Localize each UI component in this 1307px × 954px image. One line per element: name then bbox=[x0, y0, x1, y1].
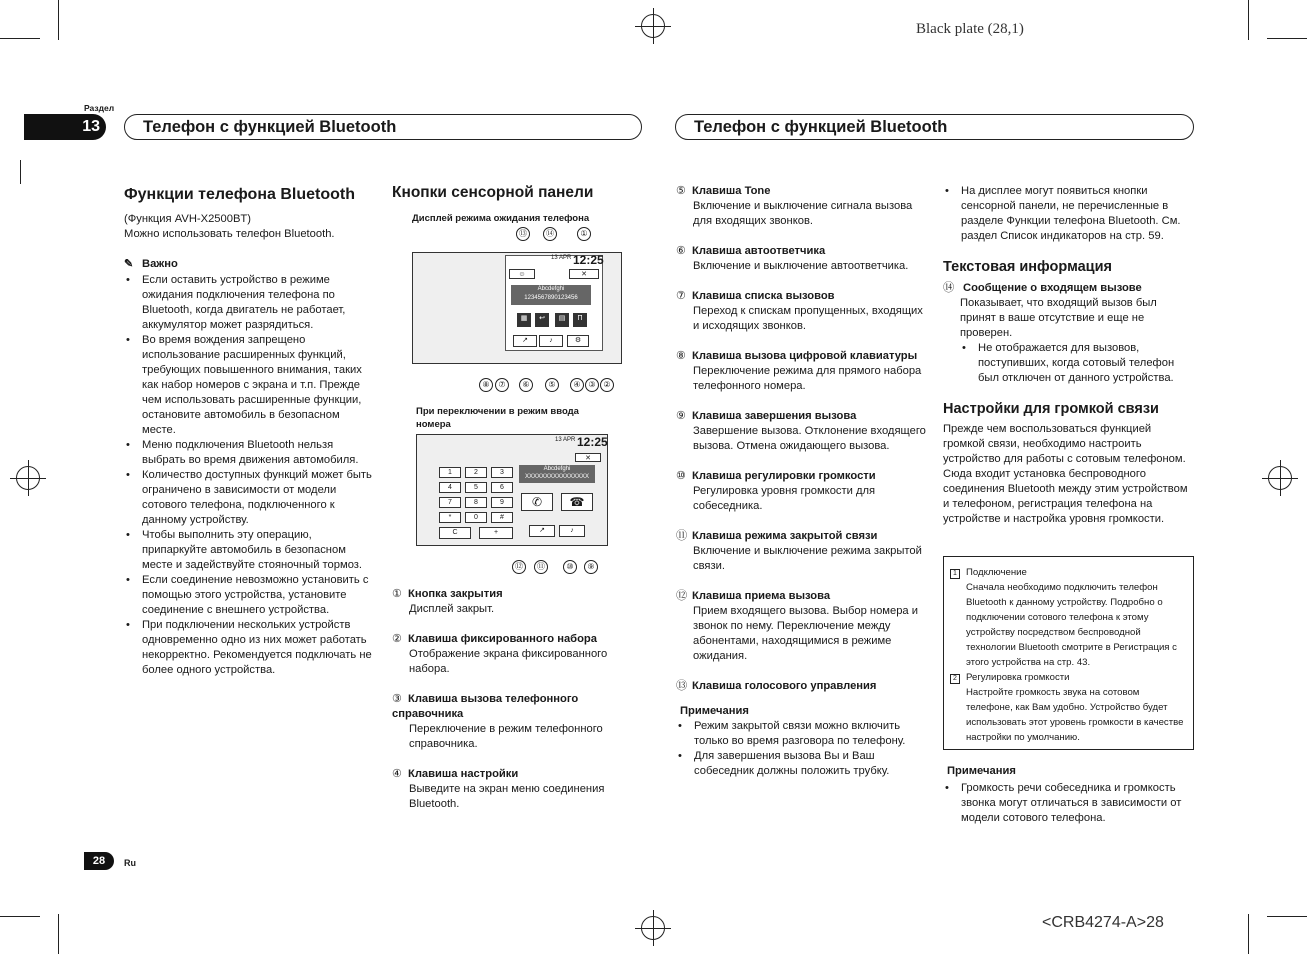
key-description bbox=[392, 692, 642, 752]
item-number: ② bbox=[392, 633, 403, 645]
callout: ⑫ bbox=[512, 560, 526, 574]
caller-name: Abcdefghi bbox=[543, 466, 571, 472]
preset-dial-button[interactable]: П bbox=[573, 313, 587, 327]
crop-mark bbox=[1248, 914, 1249, 954]
item-description: Включение и выключение сигнала вызова для входящих звонков. bbox=[693, 200, 913, 227]
callout: ④ bbox=[570, 378, 584, 392]
settings-button[interactable]: ⚙ bbox=[567, 335, 589, 347]
callout: ⑥ bbox=[519, 378, 533, 392]
item-description: Переключение в режим телефонного справочника. bbox=[409, 723, 603, 750]
registration-mark-icon bbox=[1262, 460, 1298, 496]
registration-mark-icon bbox=[635, 8, 671, 44]
column-4-notes bbox=[943, 764, 1195, 826]
section-title-right: Телефон с функцией Bluetooth bbox=[675, 114, 1194, 140]
answer-call-button[interactable]: ✆ bbox=[521, 493, 553, 511]
tone-button[interactable]: ♪ bbox=[539, 335, 563, 347]
callout: ⑧ bbox=[479, 378, 493, 392]
crop-mark bbox=[58, 914, 59, 954]
callout: ⑤ bbox=[545, 378, 559, 392]
crop-mark bbox=[1267, 916, 1307, 917]
crop-mark bbox=[58, 0, 59, 40]
caller-box bbox=[511, 285, 591, 305]
figure-standby-display bbox=[412, 226, 622, 396]
document-code: <CRB4274-A>28 bbox=[1042, 914, 1164, 931]
item-description: Завершение вызова. Отклонение входящего вызова. Отмена ожидающего вызова. bbox=[693, 425, 926, 452]
notes-title: Примечания bbox=[680, 705, 749, 717]
key-description bbox=[676, 184, 926, 229]
item-title: Клавиша автоответчика bbox=[692, 245, 826, 257]
item-title: Клавиша голосового управления bbox=[692, 680, 877, 692]
item-title: Клавиша Tone bbox=[692, 185, 771, 197]
crop-mark bbox=[1248, 0, 1249, 40]
item-description: Регулировка уровня громкости для собеседника. bbox=[693, 485, 876, 512]
figure-number-input bbox=[416, 434, 608, 576]
figure-2-caption bbox=[416, 405, 616, 431]
intro-list bbox=[943, 184, 1195, 244]
date-label: 13 APR bbox=[555, 437, 576, 443]
caller-number: 1234567890123456 bbox=[524, 295, 578, 301]
setup-steps-box bbox=[943, 556, 1194, 750]
item-title: Клавиша настройки bbox=[408, 768, 519, 780]
text-info-item bbox=[943, 281, 1195, 296]
device-screen bbox=[416, 434, 608, 546]
callout: ① bbox=[577, 227, 591, 241]
notes-title: Примечания bbox=[947, 765, 1016, 777]
item-description: Дисплей закрыт. bbox=[409, 603, 495, 615]
key-description bbox=[392, 767, 642, 812]
heading-handsfree: Настройки для громкой связи bbox=[943, 401, 1159, 417]
item-title: Клавиша вызова цифровой клавиатуры bbox=[692, 350, 918, 362]
list-item: • Если соединение невозможно установить с помощью этого устройства, установите соединение с внешнего устройства. bbox=[124, 573, 376, 618]
column-4 bbox=[943, 184, 1195, 527]
section-label: Раздел bbox=[84, 103, 115, 113]
item-description: Переключение режима для прямого набора телефонного номера. bbox=[693, 365, 922, 392]
step-1 bbox=[950, 565, 1187, 580]
step-number: 2 bbox=[950, 674, 960, 684]
page-number: 28 bbox=[92, 855, 106, 867]
key-description bbox=[392, 632, 642, 677]
keypad-key[interactable]: 0 bbox=[465, 512, 487, 523]
callout: ⑬ bbox=[516, 227, 530, 241]
caller-number: XXXXXXXXXXXXXXXX bbox=[524, 474, 590, 480]
item-description: Выведите на экран меню соединения Bluetooth. bbox=[409, 783, 605, 810]
caller-name: Abcdefghi bbox=[537, 286, 565, 292]
key-description bbox=[676, 469, 926, 514]
item-number: ⑤ bbox=[676, 185, 687, 197]
list-item: • Не отображается для вызовов, поступивших, когда сотовый телефон был отключен от данного устройства. bbox=[960, 341, 1195, 386]
device-screen bbox=[412, 252, 622, 364]
item-title: Клавиша приема вызова bbox=[692, 590, 831, 602]
list-item: • На дисплее могут появиться кнопки сенсорной панели, не перечисленные в разделе Функции телефона Bluetooth. См. раздел Список индикаторов на стр. 59. bbox=[943, 184, 1195, 244]
keypad-key[interactable]: 1 bbox=[439, 467, 461, 478]
keypad-key[interactable]: 7 bbox=[439, 497, 461, 508]
text-info-sublist bbox=[943, 341, 1195, 386]
callout: ⑪ bbox=[534, 560, 548, 574]
section-title-left: Телефон с функцией Bluetooth bbox=[124, 114, 642, 140]
item-number: ⑭ bbox=[943, 282, 955, 294]
keypad-key[interactable]: 6 bbox=[491, 482, 513, 493]
keypad-key[interactable]: * bbox=[439, 512, 461, 523]
voice-button[interactable]: ☺ bbox=[509, 269, 535, 279]
callout: ⑦ bbox=[495, 378, 509, 392]
list-item: • Для завершения вызова Вы и Ваш собеседник должны положить трубку. bbox=[676, 749, 926, 779]
key-description bbox=[676, 529, 926, 574]
step-description: Настройте громкость звука на сотовом телефоне, как Вам удобно. Устройство будет использовать этот уровень громкости в качестве настройки по умолчанию. bbox=[966, 687, 1184, 743]
notes-list bbox=[676, 719, 926, 779]
heading-bluetooth-functions: Функции телефона Bluetooth bbox=[124, 186, 355, 203]
step-number: 1 bbox=[950, 569, 960, 579]
key-description bbox=[676, 409, 926, 454]
key-description bbox=[676, 679, 926, 694]
time-label: 12:25 bbox=[573, 253, 604, 267]
item-title: Кнопка закрытия bbox=[408, 588, 503, 600]
item-title: Клавиша фиксированного набора bbox=[408, 633, 597, 645]
item-description: Показывает, что входящий вызов был принят в ваше отсутствие и еще не проверен. bbox=[960, 297, 1157, 339]
clear-key[interactable]: C bbox=[439, 527, 471, 539]
item-number: ⑨ bbox=[676, 410, 687, 422]
list-item: • Громкость речи собеседника и громкость звонка могут отличаться в зависимости от модели сотового телефона. bbox=[943, 781, 1195, 826]
phonebook-button[interactable]: ▤ bbox=[555, 313, 569, 327]
key-description bbox=[676, 244, 926, 274]
crop-mark bbox=[1267, 38, 1307, 39]
language-label: Ru bbox=[124, 858, 136, 868]
plate-label: Black plate (28,1) bbox=[916, 21, 1024, 37]
heading-touch-panel-keys: Кнопки сенсорной панели bbox=[392, 184, 594, 201]
time-label: 12:25 bbox=[577, 435, 608, 449]
keypad-key[interactable]: 3 bbox=[491, 467, 513, 478]
item-title: Сообщение о входящем вызове bbox=[963, 282, 1142, 294]
registration-mark-icon bbox=[10, 460, 46, 496]
item-number: ③ bbox=[392, 693, 403, 705]
keypad-key[interactable]: 8 bbox=[465, 497, 487, 508]
callout: ③ bbox=[585, 378, 599, 392]
item-title: Клавиша завершения вызова bbox=[692, 410, 857, 422]
item-title: Клавиша вызова телефонного справочника bbox=[392, 693, 579, 720]
figure-2-caption-text: При переключении в режим ввода номера bbox=[416, 406, 579, 430]
step-title: Регулировка громкости bbox=[966, 672, 1070, 683]
item-number: ④ bbox=[392, 768, 403, 780]
end-call-button[interactable]: ☎ bbox=[561, 493, 593, 511]
keypad-key[interactable]: # bbox=[491, 512, 513, 523]
intro-model: (Функция AVH-X2500BT) bbox=[124, 213, 251, 225]
item-description: Переход к спискам пропущенных, входящих и исходящих звонков. bbox=[693, 305, 923, 332]
item-number: ⑥ bbox=[676, 245, 687, 257]
step-title: Подключение bbox=[966, 567, 1027, 578]
call-history-button[interactable]: ↩ bbox=[535, 313, 549, 327]
keypad-key[interactable]: 5 bbox=[465, 482, 487, 493]
keypad-key[interactable]: 4 bbox=[439, 482, 461, 493]
step-description: Сначала необходимо подключить телефон Bluetooth к данному устройству. Подробно о подключении сотового телефона к этому устройству посредством беспроводной технологии Bluetooth смотрите в Регистрация с этого устройства на стр. 43. bbox=[966, 582, 1177, 668]
important-label: Важно bbox=[142, 258, 178, 270]
crop-mark bbox=[0, 38, 40, 39]
date-label: 13 APR bbox=[551, 255, 572, 261]
volume-button[interactable]: ♪ bbox=[559, 525, 585, 537]
heading-text-info: Текстовая информация bbox=[943, 259, 1112, 275]
important-list bbox=[124, 273, 376, 678]
column-1 bbox=[124, 185, 376, 678]
item-number: ⑩ bbox=[676, 470, 687, 482]
important-header bbox=[124, 257, 376, 272]
list-item: • Если оставить устройство в режиме ожидания подключения телефона по Bluetooth, когда двигатель не работает, аккумулятор может разрядиться. bbox=[124, 273, 376, 333]
auto-answer-button[interactable]: ↗ bbox=[513, 335, 537, 347]
item-title: Клавиша списка вызовов bbox=[692, 290, 835, 302]
item-description: Включение и выключение режима закрытой связи. bbox=[693, 545, 922, 572]
list-item: • Режим закрытой связи можно включить только во время разговора по телефону. bbox=[676, 719, 926, 749]
step-2 bbox=[950, 670, 1187, 685]
crop-mark bbox=[0, 916, 40, 917]
callout: ② bbox=[600, 378, 614, 392]
list-item: • Чтобы выполнить эту операцию, припаркуйте автомобиль в безопасном месте и задействуйте стояночный тормоз. bbox=[124, 528, 376, 573]
item-title: Клавиша режима закрытой связи bbox=[692, 530, 878, 542]
key-description bbox=[676, 289, 926, 334]
figure-1-caption: Дисплей режима ожидания телефона bbox=[412, 213, 590, 224]
list-item: • Количество доступных функций может быть ограничено в зависимости от модели сотового телефона, подключенного к данному устройству. bbox=[124, 468, 376, 528]
close-button[interactable]: ✕ bbox=[575, 453, 601, 462]
item-number: ⑪ bbox=[676, 530, 688, 542]
callout: ⑩ bbox=[563, 560, 577, 574]
list-item: • Меню подключения Bluetooth нельзя выбрать во время движения автомобиля. bbox=[124, 438, 376, 468]
item-title: Клавиша регулировки громкости bbox=[692, 470, 876, 482]
item-number: ⑫ bbox=[676, 590, 688, 602]
item-number: ⑦ bbox=[676, 290, 687, 302]
callout: ⑨ bbox=[584, 560, 598, 574]
close-button[interactable]: ✕ bbox=[569, 269, 599, 279]
plus-key[interactable]: + bbox=[479, 527, 513, 539]
item-description: Прием входящего вызова. Выбор номера и звонок по нему. Переключение между абонентами, находящимися в режиме ожидания. bbox=[693, 605, 919, 662]
item-number: ⑧ bbox=[676, 350, 687, 362]
caller-box bbox=[519, 465, 595, 483]
callout: ⑭ bbox=[543, 227, 557, 241]
key-description bbox=[676, 349, 926, 394]
intro-text: Можно использовать телефон Bluetooth. bbox=[124, 228, 335, 240]
keypad-key[interactable]: 2 bbox=[465, 467, 487, 478]
registration-mark-icon bbox=[635, 910, 671, 946]
item-description: Отображение экрана фиксированного набора. bbox=[409, 648, 608, 675]
crop-mark bbox=[20, 160, 21, 184]
notes-list bbox=[943, 781, 1195, 826]
item-number: ① bbox=[392, 588, 403, 600]
list-item: • При подключении нескольких устройств одновременно одно из них может работать некорректно. Рекомендуется подключать не более одного устройства. bbox=[124, 618, 376, 678]
item-description: Включение и выключение автоответчика. bbox=[693, 260, 909, 272]
column-2-items bbox=[392, 587, 642, 827]
keypad-key[interactable]: 9 bbox=[491, 497, 513, 508]
page-number-badge bbox=[84, 852, 114, 870]
private-mode-button[interactable]: ↗ bbox=[529, 525, 555, 537]
key-description bbox=[676, 589, 926, 664]
handsfree-text: Прежде чем воспользоваться функцией громкой связи, необходимо настроить устройство для работы с сотовым телефоном. Сюда входит установка беспроводного соединения Bluetooth между этим устройством и телефоном, регистрация телефона на устройстве и настройка уровня громкости. bbox=[943, 423, 1188, 525]
keypad bbox=[439, 467, 515, 541]
column-3 bbox=[676, 184, 926, 779]
key-description bbox=[392, 587, 642, 617]
section-number: 13 bbox=[24, 114, 106, 140]
important-icon: ✎ bbox=[124, 258, 134, 270]
item-number: ⑬ bbox=[676, 680, 688, 692]
list-item: • Во время вождения запрещено использование расширенных функций, требующих повышенного внимания, таких как набор номеров с экрана и т.п. Прежде чем использовать расширенные функции, остановите автомобиль в безопасном месте. bbox=[124, 333, 376, 438]
keypad-button[interactable]: ▦ bbox=[517, 313, 531, 327]
